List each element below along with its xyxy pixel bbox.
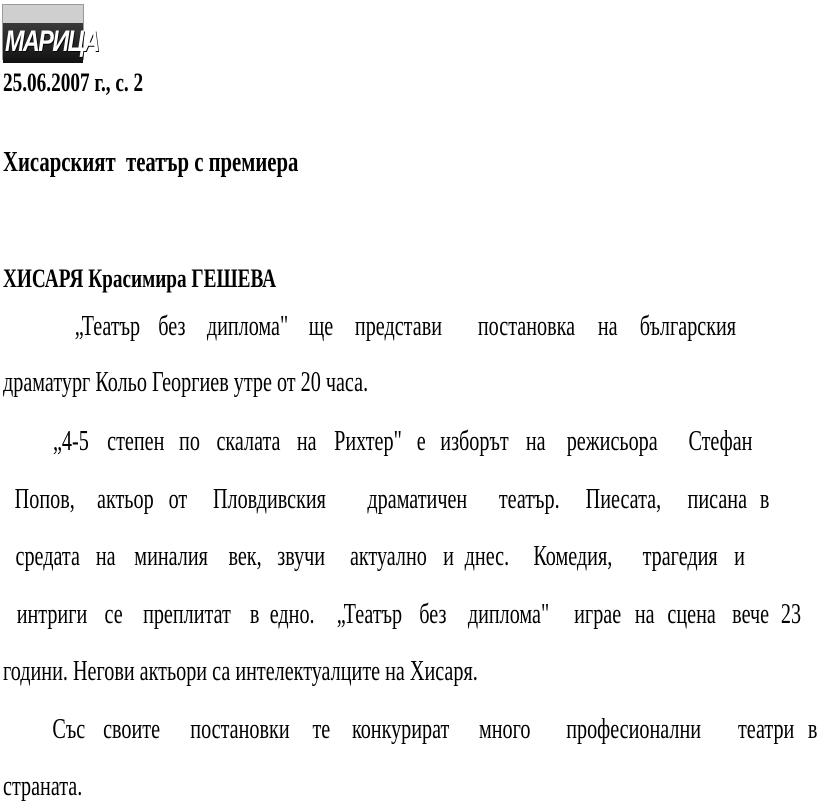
body-word: Със [52,714,86,745]
body-word: трагедия [642,541,718,572]
body-word: на [96,541,117,572]
body-word: много [478,714,531,745]
body-line [46,713,817,747]
body-word: век, [228,541,262,572]
body-word: конкурират [352,714,450,745]
body-word: писана [687,484,747,515]
body-word: „Театър [336,599,402,630]
body-word: театър. [498,484,560,515]
body-word: диплома" [468,599,550,630]
body-word: сцена [667,599,716,630]
body-word: средата [15,541,80,572]
body-word: на [297,426,317,457]
body-word: своите [102,714,160,745]
body-word: е [416,426,426,457]
body-word: скалата [216,426,281,457]
body-word: в [249,599,260,630]
body-word: Пиесата, [585,484,662,515]
body-word: и [734,541,745,572]
body-word: преплитат [143,599,232,630]
body-word: на [597,311,618,342]
body-word: Попов, [14,484,75,515]
body-line: драматург Кольо Георгиев утре от 20 часа. [3,367,369,398]
body-word: степен [106,426,165,457]
body-line [3,598,801,632]
body-line: години. Негови актьори са интелектуалците на Хисаря. [3,656,478,687]
body-word: и [443,541,455,572]
body-word: в [760,484,770,515]
body-word: актуално [349,541,427,572]
body-word: ще [308,311,333,342]
body-word: 23 [780,599,801,630]
body-word: едно. [270,599,315,630]
body-word: интриги [16,599,88,630]
body-line [62,310,737,344]
body-word: те [312,714,330,745]
body-word: Стефан [688,426,753,457]
body-line [3,540,745,574]
body-word: „Театър [74,311,141,342]
body-line: страната. [3,771,83,802]
article-headline: Хисарският театър с премиера [3,147,299,178]
body-word: „4-5 [52,426,89,457]
body-word: вече [732,599,770,630]
body-word: звучи [277,541,326,572]
body-word: режисьора [567,426,659,457]
body-word: в [807,714,817,745]
body-word: представи [354,311,442,342]
body-word: Пловдивския [212,484,326,515]
body-word: играе [574,599,622,630]
body-word: на [525,426,546,457]
body-word: без [419,599,447,630]
article-byline: ХИСАРЯ Красимира ГЕШЕВА [3,264,276,293]
newspaper-logo [2,4,99,60]
body-word: Комедия, [533,541,613,572]
body-word: от [168,484,188,515]
body-word: по [179,426,201,457]
logo-text: МАРИЦА [5,25,99,58]
body-word: на [634,599,655,630]
body-word: постановки [190,714,290,745]
dateline: 25.06.2007 г., с. 2 [3,68,144,97]
body-word: се [104,599,123,630]
body-word: диплома" [206,311,288,342]
body-word: изборът [440,426,509,457]
body-line [3,483,770,517]
body-word: миналия [134,541,208,572]
body-word: Рихтер" [333,426,402,457]
body-word: постановка [477,311,575,342]
body-word: драматичен [367,484,468,515]
body-word: без [158,311,186,342]
body-word: днес. [464,541,510,572]
body-word: професионални [566,714,702,745]
body-word: актьор [97,484,155,515]
body-line [46,425,753,459]
body-word: българския [639,311,737,342]
body-word: театри [738,714,795,745]
